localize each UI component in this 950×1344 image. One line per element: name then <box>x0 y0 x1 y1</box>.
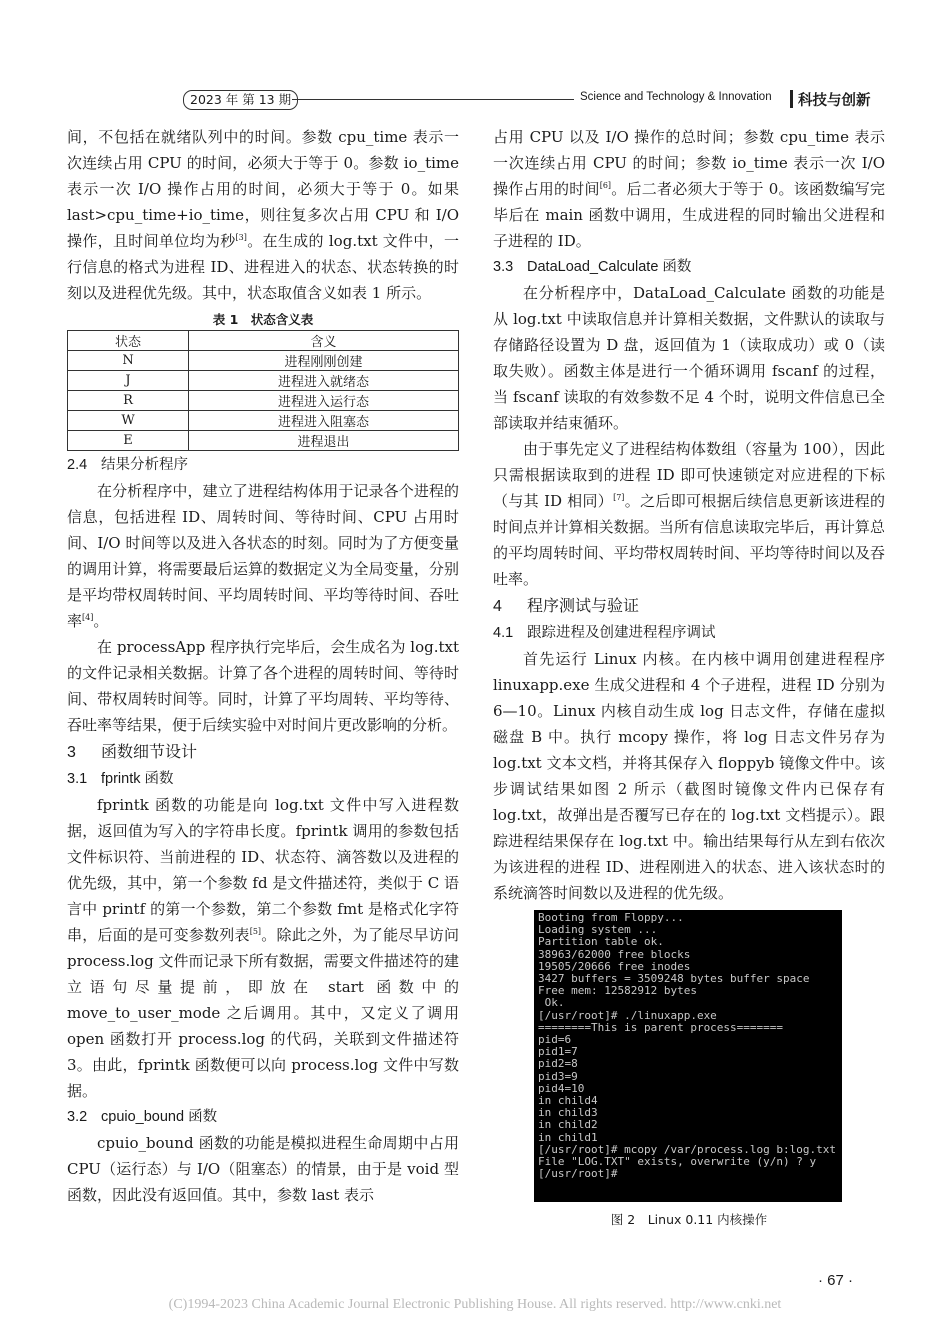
terminal-line: pid2=8 <box>538 1057 578 1071</box>
terminal-line: [/usr/root]# ./linuxapp.exe <box>538 1008 717 1022</box>
table-row: J 进程进入就绪态 <box>68 371 459 391</box>
table-row: W 进程进入阻塞态 <box>68 411 459 431</box>
terminal-line: File "LOG.TXT" exists, overwrite (y/n) ? y <box>538 1155 817 1169</box>
header-journal-cn: 科技与创新 <box>798 93 871 109</box>
paragraph: 间，不包括在就绪队列中的时间。参数 cpu_time 表示一次连续占用 CPU 的时间，必须大于等于 0。参数 io_time 表示一次 I/O 操作占用的时间，必须大于等于 0。如果 last>cpu_time+io_time，则往复多次占用 CPU 和 I/O 操作，且时间单位均为秒[3]。在生成的 log.txt 文件中，一行信息的格式为进程 ID、进程进入的状态、状态转换的时刻以及进程优先级。其中，状态取值含义如表 1 所示。 <box>67 128 459 302</box>
terminal-line: pid1=7 <box>538 1045 578 1059</box>
header-separator <box>790 90 793 108</box>
table-header-cell: 含义 <box>189 331 459 351</box>
terminal-line: pid3=9 <box>538 1069 578 1083</box>
terminal-line: in child2 <box>538 1118 598 1132</box>
terminal-line: in child1 <box>538 1130 598 1144</box>
terminal-screenshot <box>534 910 842 1202</box>
citation[interactable]: [7] <box>613 493 625 502</box>
terminal-line: in child3 <box>538 1106 598 1120</box>
figure-caption: 图 2 Linux 0.11 内核操作 <box>610 1212 768 1227</box>
header-issue-badge: 2023 年 第 13 期 <box>183 90 298 110</box>
citation[interactable]: [4] <box>82 613 94 622</box>
section-heading: 3.2 cpuio_bound 函数 <box>67 1109 218 1125</box>
table-row: E 进程退出 <box>68 431 459 451</box>
right-column <box>493 124 885 1228</box>
state-table <box>67 330 459 451</box>
left-column <box>67 124 459 1208</box>
header-rule <box>292 99 574 100</box>
terminal-line: [/usr/root]# <box>538 1167 625 1181</box>
terminal-line: Partition table ok. <box>538 935 664 949</box>
citation[interactable]: [6] <box>599 181 612 190</box>
copyright-footer: (C)1994-2023 China Academic Journal Electronic Publishing House. All rights reserved. http://www.cnki.net <box>168 1297 782 1312</box>
paragraph: 首先运行 Linux 内核。在内核中调用创建进程程序 linuxapp.exe 生成父进程和 4 个子进程，进程 ID 分别为 6—10。Linux 内核自动生成 log 日志文件，存储在虚拟磁盘 B 中。执行 mcopy 操作，将 log 日志文件另存为 log.txt 文本文档，并将其保存入 floppyb 镜像文件中。该步调试结果如图 2 所示（截图时镜像文件内已保存有 log.txt，故弹出是否覆写已存在的 log.txt 文档提示）。跟踪进程结果保存在 log.txt 中。输出结果每行从左到右依次为该进程的进程 ID、进程刚进入的状态、进入该状态时的系统滴答时间数以及进程的优先级。 <box>493 650 885 902</box>
paragraph: 在分析程序中，建立了进程结构体用于记录各个进程的信息，包括进程 ID、周转时间、等待时间、CPU 占用时间、I/O 时间等以及进入各状态的时刻。同时为了方便变量的调用计算，将需要最后运算的数据定义为全局变量，分别是平均带权周转时间、平均周转时间、平均等待时间、吞吐率[4]。 <box>67 482 459 630</box>
terminal-line: [/usr/root]# mcopy /var/process.log b:log.txt <box>538 1142 837 1156</box>
terminal-line: 19505/20666 free inodes <box>538 959 691 973</box>
header-journal-en: Science and Technology & Innovation <box>580 91 772 103</box>
section-heading: 2.4 结果分析程序 <box>67 457 188 473</box>
citation[interactable]: [5] <box>249 927 262 936</box>
section-heading: 3.1 fprintk 函数 <box>67 771 174 787</box>
terminal-line: Ok. <box>538 996 565 1010</box>
section-heading: 4.1 跟踪进程及创建进程程序调试 <box>493 625 716 641</box>
paragraph: 占用 CPU 以及 I/O 操作的总时间；参数 cpu_time 表示一次连续占用 CPU 的时间；参数 io_time 表示一次 I/O 操作占用的时间[6]。后二者必须大于等于 0。该函数编写完毕后在 main 函数中调用，生成进程的同时输出父进程和子进程的 ID。 <box>493 128 885 250</box>
citation[interactable]: [3] <box>235 233 247 242</box>
terminal-line: 38963/62000 free blocks <box>538 947 691 961</box>
terminal-line: Free mem: 12582912 bytes <box>538 984 697 998</box>
page-number: · 67 · <box>818 1272 854 1289</box>
paragraph: cpuio_bound 函数的功能是模拟进程生命周期中占用 CPU（运行态）与 I/O（阻塞态）的情景，由于是 void 型函数，因此没有返回值。其中，参数 last 表示 <box>67 1134 459 1204</box>
table-header-cell: 状态 <box>68 331 189 351</box>
terminal-line: pid=6 <box>538 1033 572 1047</box>
terminal-line: in child4 <box>538 1094 598 1108</box>
paragraph: fprintk 函数的功能是向 log.txt 文件中写入进程数据，返回值为写入的字符串长度。fprintk 调用的参数包括文件标识符、当前进程的 ID、状态符、滴答数以及进程的优先级，其中，第一个参数 fd 是文件描述符，类似于 C 语言中 printf 的第一个参数，第二个参数 fmt 是格式化字符串，后面的是可变参数列表[5]。除此之外，为了能尽早访问 process.log 文件而记录下所有数据，需要文件描述符的建立语句尽量提前，即放在 start 函数中的 move_to_user_mode 之后调用。其中，又定义了调用 open 函数打开 process.log 的代码，关联到文件描述符 3。由此，fprintk 函数便可以向 process.log 文件中写数据。 <box>67 796 459 1100</box>
table-caption: 表 1 状态含义表 <box>212 312 314 327</box>
table-row: R 进程进入运行态 <box>68 391 459 411</box>
table-row: N 进程刚刚创建 <box>68 351 459 371</box>
section-heading: 3.3 DataLoad_Calculate 函数 <box>493 259 692 275</box>
paragraph: 在分析程序中，DataLoad_Calculate 函数的功能是从 log.txt 中读取信息并计算相关数据，文件默认的读取与存储路径设置为 D 盘，返回值为 1（读取成功）或 0（读取失败）。函数主体是进行一个循环调用 fscanf 的过程，当 fscanf 读取的有效参数不足 4 个时，说明文件信息已全部读取并结束循环。 <box>493 284 885 432</box>
terminal-line: pid4=10 <box>538 1081 585 1095</box>
terminal-line: 3427 buffers = 3509248 bytes buffer space <box>538 972 810 986</box>
section-heading: 3 函数细节设计 <box>67 744 198 761</box>
section-heading: 4 程序测试与验证 <box>493 598 640 615</box>
terminal-line: Loading system ... <box>538 923 658 937</box>
terminal-line: ========This is parent process======= <box>538 1020 784 1034</box>
paragraph: 由于事先定义了进程结构体数组（容量为 100），因此只需根据读取到的进程 ID 即可快速锁定对应进程的下标（与其 ID 相同）[7]。之后即可根据后续信息更新该进程的时间点并计算相关数据。当所有信息读取完毕后，再计算总的平均周转时间、平均带权周转时间、平均等待时间以及吞吐率。 <box>493 440 885 588</box>
terminal-line: Booting from Floppy... <box>538 911 684 924</box>
paragraph: 在 processApp 程序执行完毕后，会生成名为 log.txt 的文件记录相关数据。计算了各个进程的周转时间、等待时间、带权周转时间等。同时，计算了平均周转、平均等待、吞吐率等结果，便于后续实验中对时间片更改影响的分析。 <box>67 638 459 734</box>
